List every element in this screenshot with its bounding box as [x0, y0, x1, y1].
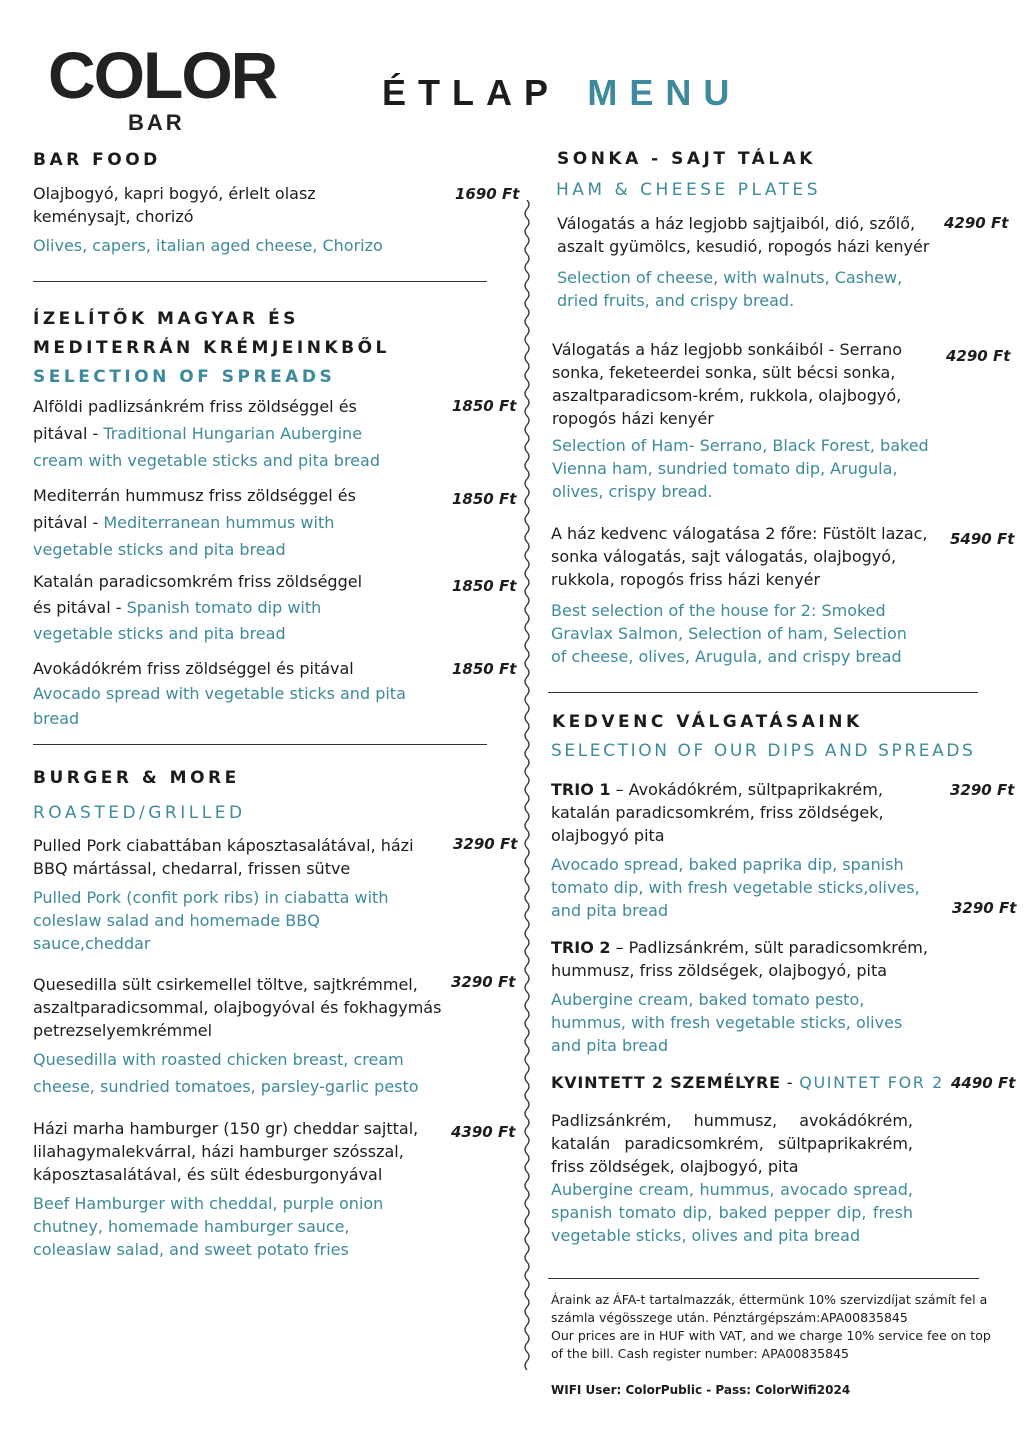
- item-name-hu: – Avokádókrém, sültpaprikakrém, katalán paradicsomkrém, friss zöldségek, olajbogyó pita: [551, 780, 884, 845]
- item-price: 4390 Ft: [451, 1123, 516, 1141]
- menu-item: [552, 338, 932, 503]
- item-price: 3290 Ft: [950, 781, 1015, 799]
- page-title: [382, 72, 741, 114]
- item-lead: TRIO 1: [551, 780, 611, 799]
- item-price: 1850 Ft: [452, 577, 517, 595]
- item-price: 4290 Ft: [944, 214, 1009, 232]
- menu-item: [33, 182, 383, 257]
- item-name-en: Avocado spread, baked paprika dip, spanish tomato dip, with fresh vegetable sticks,olives, and pita bread: [551, 855, 920, 920]
- wavy-divider: [520, 200, 534, 1370]
- section-heading-plates: SONKA - SAJT TÁLAK: [557, 149, 816, 169]
- section-subheading-dips: SELECTION OF OUR DIPS AND SPREADS: [551, 741, 976, 761]
- item-price: 1850 Ft: [452, 490, 517, 508]
- section-heading-burger: BURGER & MORE: [33, 768, 240, 788]
- item-name-en: Spanish tomato dip with vegetable sticks and pita bread: [33, 598, 322, 643]
- item-price: 3290 Ft: [952, 899, 1017, 917]
- divider: [548, 1278, 979, 1279]
- item-name-hu: Padlizsánkrém, hummusz, avokádókrém, katalán paradicsomkrém, sültpaprikakrém, friss zöldségek, olajbogyó, pita: [551, 1111, 913, 1176]
- menu-item: [33, 656, 413, 731]
- footer-note-en: Our prices are in HUF with VAT, and we charge 10% service fee on top of the bill. Cash register number: APA00835845: [551, 1328, 991, 1361]
- menu-item: [33, 482, 378, 563]
- section-heading-spreads-1: ÍZELÍTŐK MAGYAR ÉS: [33, 309, 299, 329]
- section-subheading-plates: HAM & CHEESE PLATES: [556, 180, 822, 200]
- footer-note-hu: Áraink az ÁFA-t tartalmazzák, éttermünk 10% szervizdíjat számít fel a számla végösszege után. Pénztárgépszám:APA00835845: [551, 1292, 988, 1325]
- item-name-en: Traditional Hungarian Aubergine cream with vegetable sticks and pita bread: [33, 424, 380, 470]
- menu-item: [551, 522, 931, 668]
- quintet-title-hu: KVINTETT 2 SZEMÉLYRE: [551, 1073, 781, 1092]
- item-name-en: Avocado spread with vegetable sticks and pita bread: [33, 684, 406, 728]
- menu-item: [551, 1109, 913, 1247]
- logo: COLOR: [48, 38, 277, 112]
- item-name-en: Olives, capers, italian aged cheese, Chorizo: [33, 236, 383, 255]
- item-name-hu: Katalán paradicsomkrém friss zöldséggel és pitával -: [33, 572, 363, 617]
- item-name-en: Best selection of the house for 2: Smoked Gravlax Salmon, Selection of ham, Selection of cheese, olives, Arugula, and crispy bread: [551, 601, 907, 666]
- section-heading-spreads-2: MEDITERRÁN KRÉMJEINKBŐL: [33, 338, 390, 358]
- item-name-en: Pulled Pork (confit pork ribs) in ciabatta with coleslaw salad and homemade BBQ sauce,cheddar: [33, 888, 389, 953]
- divider: [548, 692, 978, 693]
- item-name-en: Beef Hamburger with cheddal, purple onion chutney, homemade hamburger sauce, coleaslaw salad, and sweet potato fries: [33, 1194, 384, 1259]
- item-name-hu: Házi marha hamburger (150 gr) cheddar sajttal, lilahagymalekvárral, házi hamburger szósszal, káposztasalátával, és sült édesburgonyával: [33, 1119, 419, 1184]
- item-price: 4490 Ft: [951, 1074, 1016, 1092]
- menu-item: [557, 212, 942, 312]
- item-name-en: Quesedilla with roasted chicken breast, cream cheese, sundried tomatoes, parsley-garlic pesto: [33, 1050, 419, 1096]
- item-name-en: Aubergine cream, hummus, avocado spread, spanish tomato dip, baked pepper dip, fresh vegetable sticks, olives and pita bread: [551, 1180, 913, 1245]
- section-heading-bar-food: BAR FOOD: [33, 150, 161, 170]
- menu-item: [551, 778, 936, 922]
- section-subheading-burger: ROASTED/GRILLED: [33, 803, 246, 823]
- title-hu: ÉTLAP: [382, 72, 560, 113]
- menu-item: [33, 569, 378, 647]
- item-name-en: Mediterranean hummus with vegetable sticks and pita bread: [33, 513, 335, 559]
- item-name-hu: Alföldi padlizsánkrém friss zöldséggel és pitával -: [33, 397, 357, 443]
- quintet-title-en: QUINTET FOR 2: [799, 1073, 944, 1092]
- menu-item: [33, 1117, 443, 1261]
- item-name-en: Aubergine cream, baked tomato pesto, hummus, with fresh vegetable sticks, olives and pita bread: [551, 990, 903, 1055]
- item-price: 3290 Ft: [451, 973, 516, 991]
- menu-item: [551, 936, 946, 1057]
- item-price: 1850 Ft: [452, 660, 517, 678]
- divider: [33, 744, 487, 745]
- item-name-hu: Quesedilla sült csirkemellel töltve, sajtkrémmel, aszaltparadicsommal, olajbogyóval és fokhagymás petrezselyemkrémmel: [33, 975, 442, 1040]
- item-name-en: Selection of cheese, with walnuts, Cashew, dried fruits, and crispy bread.: [557, 268, 903, 310]
- item-price: 4290 Ft: [946, 347, 1011, 365]
- title-en: MENU: [587, 72, 742, 113]
- wifi-info: WIFI User: ColorPublic - Pass: ColorWifi2024: [551, 1383, 851, 1397]
- item-name-hu: Pulled Pork ciabattában káposztasalátával, házi BBQ mártással, chedarral, frissen sütve: [33, 836, 414, 878]
- logo-subtitle: BAR: [128, 110, 185, 135]
- item-name-hu: Válogatás a ház legjobb sonkáiból - Serrano sonka, feketeerdei sonka, sült bécsi sonka, aszaltparadicsom-krém, rukkola, olajbogyó, ropogós házi kenyér: [552, 340, 903, 428]
- item-name-en: Selection of Ham- Serrano, Black Forest, baked Vienna ham, sundried tomato dip, Arugula, olives, crispy bread.: [552, 436, 929, 501]
- item-name-hu: Avokádókrém friss zöldséggel és pitával: [33, 659, 354, 678]
- menu-item: [33, 834, 438, 955]
- quintet-heading: [551, 1073, 944, 1092]
- item-price: 5490 Ft: [950, 530, 1015, 548]
- item-name-hu: – Padlizsánkrém, sült paradicsomkrém, hummusz, friss zöldségek, olajbogyó, pita: [551, 938, 928, 980]
- item-lead: TRIO 2: [551, 938, 611, 957]
- divider: [33, 281, 487, 282]
- item-price: 3290 Ft: [453, 835, 518, 853]
- item-price: 1850 Ft: [452, 397, 517, 415]
- section-subheading-spreads: SELECTION OF SPREADS: [33, 367, 336, 387]
- section-heading-dips: KEDVENC VÁLGATÁSAINK: [552, 712, 863, 732]
- item-name-hu: A ház kedvenc válogatása 2 főre: Füstölt lazac, sonka válogatás, sajt válogatás, olajbogyó, rukkola, ropogós friss házi kenyér: [551, 524, 928, 589]
- item-name-hu: Válogatás a ház legjobb sajtjaiból, dió, szőlő, aszalt gyümölcs, kesudió, ropogós házi kenyér: [557, 214, 930, 256]
- item-name-hu: Olajbogyó, kapri bogyó, érlelt olasz keménysajt, chorizó: [33, 184, 316, 226]
- item-name-hu: Mediterrán hummusz friss zöldséggel és pitával -: [33, 486, 356, 532]
- menu-item: [33, 393, 393, 474]
- footer-note: [551, 1291, 991, 1363]
- menu-item: [33, 973, 445, 1100]
- item-price: 1690 Ft: [455, 185, 520, 203]
- quintet-separator: -: [780, 1073, 800, 1092]
